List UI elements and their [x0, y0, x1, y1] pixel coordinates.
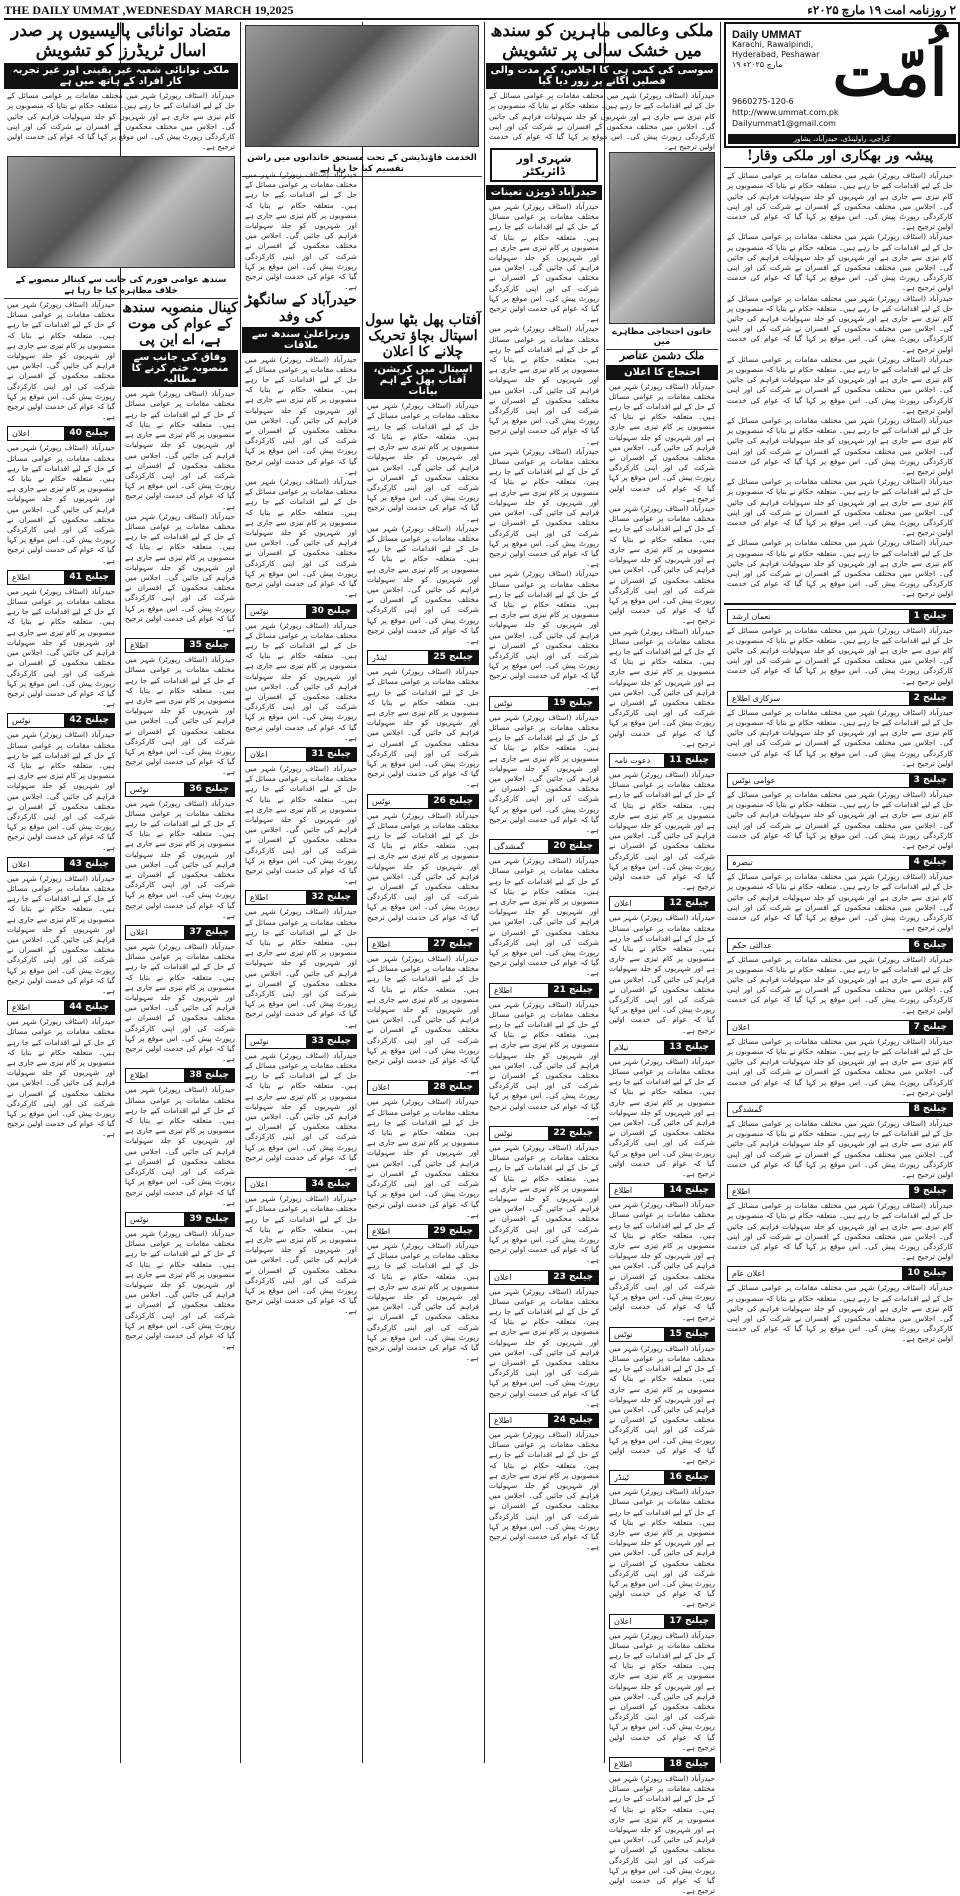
column-rule	[484, 22, 485, 1763]
story-text: حیدرآباد (اسٹاف رپورٹر) شہر میں مختلف مقامات پر عوامی مسائل کے حل کے لیے اقدامات کیے جا رہے ہیں۔ متعلقہ حکام نے بتایا کہ منصوبوں پر کام تیزی سے جاری ہے اور شہریوں کو جلد سہولیات فراہم کی جائیں گی۔ اجلاس میں مختلف محکموں کے افسران نے شرکت کی اور اپنی کارکردگی رپورٹ پیش کی۔ اس موقع پر کہا گیا کہ عوام کی خدمت اولین ترجیح ہے۔	[125, 389, 235, 511]
notice-number: چیلنج 23	[548, 1271, 598, 1284]
email-link[interactable]: Dailyummat1@gmail.com	[732, 119, 836, 128]
notice-number: چیلنج 30	[306, 605, 356, 618]
masthead-contact	[732, 96, 839, 129]
notice-label: ٹینڈر	[372, 653, 388, 663]
story-headline: حیدرآباد کے سانگھڑ کی وفد	[245, 292, 357, 325]
notice-text: حیدرآباد (اسٹاف رپورٹر) شہر میں مختلف مقامات پر عوامی مسائل کے حل کے لیے اقدامات کیے جا رہے ہیں۔ متعلقہ حکام نے بتایا کہ منصوبوں پر کام تیزی سے جاری ہے اور شہریوں کو جلد سہولیات فراہم کی جائیں گی۔ اجلاس میں مختلف محکموں کے افسران نے شرکت کی اور اپنی کارکردگی رپورٹ پیش کی۔ اس موقع پر کہا گیا کہ عوام کی خدمت اولین ترجیح ہے۔	[245, 907, 357, 1029]
notice-label: اعلان	[250, 1180, 268, 1190]
story-subheadline: وفاق کی جانب سے منصوبہ ختم کرنے کا مطالبہ	[122, 350, 238, 387]
notice-text: حیدرآباد (اسٹاف رپورٹر) شہر میں مختلف مقامات پر عوامی مسائل کے حل کے لیے اقدامات کیے جا رہے ہیں۔ متعلقہ حکام نے بتایا کہ منصوبوں پر کام تیزی سے جاری ہے اور شہریوں کو جلد سہولیات فراہم کی جائیں گی۔ اجلاس میں مختلف محکموں کے افسران نے شرکت کی اور اپنی کارکردگی رپورٹ پیش کی۔ اس موقع پر کہا گیا کہ عوام کی خدمت اولین ترجیح ہے۔	[7, 730, 115, 852]
notice-text: حیدرآباد (اسٹاف رپورٹر) شہر میں مختلف مقامات پر عوامی مسائل کے حل کے لیے اقدامات کیے جا رہے ہیں۔ متعلقہ حکام نے بتایا کہ منصوبوں پر کام تیزی سے جاری ہے اور شہریوں کو جلد سہولیات فراہم کی جائیں گی۔ اجلاس میں مختلف محکموں کے افسران نے شرکت کی اور اپنی کارکردگی رپورٹ پیش کی۔ اس موقع پر کہا گیا کہ عوام کی خدمت اولین ترجیح ہے۔	[7, 586, 115, 709]
notice-label: اطلاع	[732, 1187, 751, 1197]
notice-number: چیلنج 4	[909, 856, 952, 869]
notice-entry	[125, 925, 235, 940]
energy-story	[4, 22, 238, 312]
story-headline: شہری اور ڈائریکٹر	[490, 148, 598, 182]
story-text: حیدرآباد (اسٹاف رپورٹر) شہر میں مختلف مقامات پر عوامی مسائل کے حل کے لیے اقدامات کیے جا رہے ہیں۔ متعلقہ حکام نے بتایا کہ منصوبوں پر کام تیزی سے جاری ہے اور شہریوں کو جلد سہولیات فراہم کی جائیں گی۔ اجلاس میں مختلف محکموں کے افسران نے شرکت کی اور اپنی کارکردگی رپورٹ پیش کی۔ اس موقع پر کہا گیا کہ عوام کی خدمت اولین ترجیح ہے۔	[367, 523, 479, 645]
notice-entry	[489, 839, 599, 854]
notice-entry	[727, 773, 953, 788]
masthead-footer: کراچی، راولپنڈی، حیدرآباد، پشاور	[728, 134, 956, 144]
notice-number: چیلنج 33	[306, 1035, 356, 1048]
notice-text: حیدرآباد (اسٹاف رپورٹر) شہر میں مختلف مقامات پر عوامی مسائل کے حل کے لیے اقدامات کیے جا رہے ہیں۔ متعلقہ حکام نے بتایا کہ منصوبوں پر کام تیزی سے جاری ہے اور شہریوں کو جلد سہولیات فراہم کی جائیں گی۔ اجلاس میں مختلف محکموں کے افسران نے شرکت کی اور اپنی کارکردگی رپورٹ پیش کی۔ اس موقع پر کہا گیا کہ عوام کی خدمت اولین ترجیح ہے۔	[489, 1286, 599, 1408]
notice-label: اطلاع	[12, 572, 31, 582]
column-one	[4, 300, 118, 1763]
notice-label: سرکاری اطلاع	[732, 693, 781, 703]
notice-list-col6	[606, 753, 718, 1896]
notice-text: حیدرآباد (اسٹاف رپورٹر) شہر میں مختلف مقامات پر عوامی مسائل کے حل کے لیے اقدامات کیے جا رہے ہیں۔ متعلقہ حکام نے بتایا کہ منصوبوں پر کام تیزی سے جاری ہے اور شہریوں کو جلد سہولیات فراہم کی جائیں گی۔ اجلاس میں مختلف محکموں کے افسران نے شرکت کی اور اپنی کارکردگی رپورٹ پیش کی۔ اس موقع پر کہا گیا کہ عوام کی خدمت اولین ترجیح ہے۔	[489, 1143, 599, 1265]
notice-text: حیدرآباد (اسٹاف رپورٹر) شہر میں مختلف مقامات پر عوامی مسائل کے حل کے لیے اقدامات کیے جا رہے ہیں۔ متعلقہ حکام نے بتایا کہ منصوبوں پر کام تیزی سے جاری ہے اور شہریوں کو جلد سہولیات فراہم کی جائیں گی۔ اجلاس میں مختلف محکموں کے افسران نے شرکت کی اور اپنی کارکردگی رپورٹ پیش کی۔ اس موقع پر کہا گیا کہ عوام کی خدمت اولین ترجیح ہے۔	[489, 999, 599, 1121]
editorial-text: حیدرآباد (اسٹاف رپورٹر) شہر میں مختلف مقامات پر عوامی مسائل کے حل کے لیے اقدامات کیے جا رہے ہیں۔ متعلقہ حکام نے بتایا کہ منصوبوں پر کام تیزی سے جاری ہے اور شہریوں کو جلد سہولیات فراہم کی جائیں گی۔ اجلاس میں مختلف محکموں کے افسران نے شرکت کی اور اپنی کارکردگی رپورٹ پیش کی۔ اس موقع پر کہا گیا کہ عوام کی خدمت اولین ترجیح ہے۔	[727, 477, 953, 538]
notice-label: اطلاع	[372, 940, 391, 950]
editorial-text: حیدرآباد (اسٹاف رپورٹر) شہر میں مختلف مقامات پر عوامی مسائل کے حل کے لیے اقدامات کیے جا رہے ہیں۔ متعلقہ حکام نے بتایا کہ منصوبوں پر کام تیزی سے جاری ہے اور شہریوں کو جلد سہولیات فراہم کی جائیں گی۔ اجلاس میں مختلف محکموں کے افسران نے شرکت کی اور اپنی کارکردگی رپورٹ پیش کی۔ اس موقع پر کہا گیا کہ عوام کی خدمت اولین ترجیح ہے۔	[727, 415, 953, 476]
notice-number: چیلنج 32	[306, 891, 356, 904]
notice-entry	[609, 1614, 715, 1629]
notice-label: اعلان	[614, 1616, 632, 1626]
notice-text: حیدرآباد (اسٹاف رپورٹر) شہر میں مختلف مقامات پر عوامی مسائل کے حل کے لیے اقدامات کیے جا رہے ہیں۔ متعلقہ حکام نے بتایا کہ منصوبوں پر کام تیزی سے جاری ہے اور شہریوں کو جلد سہولیات فراہم کی جائیں گی۔ اجلاس میں مختلف محکموں کے افسران نے شرکت کی اور اپنی کارکردگی رپورٹ پیش کی۔ اس موقع پر کہا گیا کہ عوام کی خدمت اولین ترجیح ہے۔	[609, 1630, 715, 1752]
story-text: حیدرآباد (اسٹاف رپورٹر) شہر میں مختلف مقامات پر عوامی مسائل کے حل کے لیے اقدامات کیے جا رہے ہیں۔ متعلقہ حکام نے بتایا کہ منصوبوں پر کام تیزی سے جاری ہے اور شہریوں کو جلد سہولیات فراہم کی جائیں گی۔ اجلاس میں مختلف محکموں کے افسران نے شرکت کی اور اپنی کارکردگی رپورٹ پیش کی۔ اس موقع پر کہا گیا کہ عوام کی خدمت اولین ترجیح ہے۔	[609, 381, 715, 503]
notice-text: حیدرآباد (اسٹاف رپورٹر) شہر میں مختلف مقامات پر عوامی مسائل کے حل کے لیے اقدامات کیے جا رہے ہیں۔ متعلقہ حکام نے بتایا کہ منصوبوں پر کام تیزی سے جاری ہے اور شہریوں کو جلد سہولیات فراہم کی جائیں گی۔ اجلاس میں مختلف محکموں کے افسران نے شرکت کی اور اپنی کارکردگی رپورٹ پیش کی۔ اس موقع پر کہا گیا کہ عوام کی خدمت اولین ترجیح ہے۔	[609, 1774, 715, 1896]
story-text: حیدرآباد (اسٹاف رپورٹر) شہر میں مختلف مقامات پر عوامی مسائل کے حل کے لیے اقدامات کیے جا رہے ہیں۔ متعلقہ حکام نے بتایا کہ منصوبوں پر کام تیزی سے جاری ہے اور شہریوں کو جلد سہولیات فراہم کی جائیں گی۔ اجلاس میں مختلف محکموں کے افسران نے شرکت کی اور اپنی کارکردگی رپورٹ پیش کی۔ اس موقع پر کہا گیا کہ عوام کی خدمت اولین ترجیح ہے۔	[7, 300, 115, 422]
website-link[interactable]: http://www.ummat.com.pk	[732, 108, 839, 117]
notice-text: حیدرآباد (اسٹاف رپورٹر) شہر میں مختلف مقامات پر عوامی مسائل کے حل کے لیے اقدامات کیے جا رہے ہیں۔ متعلقہ حکام نے بتایا کہ منصوبوں پر کام تیزی سے جاری ہے اور شہریوں کو جلد سہولیات فراہم کی جائیں گی۔ اجلاس میں مختلف محکموں کے افسران نے شرکت کی اور اپنی کارکردگی رپورٹ پیش کی۔ اس موقع پر کہا گیا کہ عوام کی خدمت اولین ترجیح ہے۔	[609, 1200, 715, 1322]
editorial-text: حیدرآباد (اسٹاف رپورٹر) شہر میں مختلف مقامات پر عوامی مسائل کے حل کے لیے اقدامات کیے جا رہے ہیں۔ متعلقہ حکام نے بتایا کہ منصوبوں پر کام تیزی سے جاری ہے اور شہریوں کو جلد سہولیات فراہم کی جائیں گی۔ اجلاس میں مختلف محکموں کے افسران نے شرکت کی اور اپنی کارکردگی رپورٹ پیش کی۔ اس موقع پر کہا گیا کہ عوام کی خدمت اولین ترجیح ہے۔	[727, 171, 953, 232]
lead-headline: ملکی وعالمی ماہرین کو سندھ میں خشک سالی پر تشویش	[490, 21, 714, 61]
notice-entry	[609, 1040, 715, 1055]
column-two	[122, 300, 238, 1763]
notice-label: نوٹس	[130, 1214, 149, 1224]
story-text: حیدرآباد (اسٹاف رپورٹر) شہر میں مختلف مقامات پر عوامی مسائل کے حل کے لیے اقدامات کیے جا رہے ہیں۔ متعلقہ حکام نے بتایا کہ منصوبوں پر کام تیزی سے جاری ہے اور شہریوں کو جلد سہولیات فراہم کی جائیں گی۔ اجلاس میں مختلف محکموں کے افسران نے شرکت کی اور اپنی کارکردگی رپورٹ پیش کی۔ اس موقع پر کہا گیا کہ عوام کی خدمت اولین ترجیح ہے۔	[609, 626, 715, 748]
notice-number: چیلنج 17	[664, 1615, 714, 1628]
notice-list-col1	[4, 426, 118, 1139]
notice-entry	[7, 1000, 115, 1015]
notice-list-col2	[122, 638, 238, 1351]
notice-number: چیلنج 21	[548, 984, 598, 997]
notice-number: چیلنج 9	[909, 1185, 952, 1198]
story-text: حیدرآباد (اسٹاف رپورٹر) شہر میں مختلف مقامات پر عوامی مسائل کے حل کے لیے اقدامات کیے جا رہے ہیں۔ متعلقہ حکام نے بتایا کہ منصوبوں پر کام تیزی سے جاری ہے اور شہریوں کو جلد سہولیات فراہم کی جائیں گی۔ اجلاس میں مختلف محکموں کے افسران نے شرکت کی اور اپنی کارکردگی رپورٹ پیش کی۔ اس موقع پر کہا گیا کہ عوام کی خدمت اولین ترجیح ہے۔	[489, 202, 599, 324]
masthead-info	[732, 30, 828, 70]
story-subheadline: وزیراعلیٰ سندھ سے ملاقات	[242, 327, 360, 353]
notice-label: اطلاع	[12, 1003, 31, 1013]
notice-label: اطلاع	[130, 641, 149, 651]
notice-entry	[245, 890, 357, 905]
story-headline: متضاد توانائی پالیسیوں پر صدر اسال ٹریڈرز کو تشویش	[11, 21, 231, 61]
notice-text: حیدرآباد (اسٹاف رپورٹر) شہر میں مختلف مقامات پر عوامی مسائل کے حل کے لیے اقدامات کیے جا رہے ہیں۔ متعلقہ حکام نے بتایا کہ منصوبوں پر کام تیزی سے جاری ہے اور شہریوں کو جلد سہولیات فراہم کی جائیں گی۔ اجلاس میں مختلف محکموں کے افسران نے شرکت کی اور اپنی کارکردگی رپورٹ پیش کی۔ اس موقع پر کہا گیا کہ عوام کی خدمت اولین ترجیح ہے۔	[609, 1056, 715, 1179]
column-rule	[362, 22, 363, 1763]
notice-number: چیلنج 35	[184, 639, 234, 652]
notice-entry	[727, 1020, 953, 1035]
notice-text: حیدرآباد (اسٹاف رپورٹر) شہر میں مختلف مقامات پر عوامی مسائل کے حل کے لیے اقدامات کیے جا رہے ہیں۔ متعلقہ حکام نے بتایا کہ منصوبوں پر کام تیزی سے جاری ہے اور شہریوں کو جلد سہولیات فراہم کی جائیں گی۔ اجلاس میں مختلف محکموں کے افسران نے شرکت کی اور اپنی کارکردگی رپورٹ پیش کی۔ اس موقع پر کہا گیا کہ عوام کی خدمت اولین ترجیح ہے۔	[727, 625, 953, 686]
phones: 9660275-120-6	[732, 97, 794, 106]
notice-text: حیدرآباد (اسٹاف رپورٹر) شہر میں مختلف مقامات پر عوامی مسائل کے حل کے لیے اقدامات کیے جا رہے ہیں۔ متعلقہ حکام نے بتایا کہ منصوبوں پر کام تیزی سے جاری ہے اور شہریوں کو جلد سہولیات فراہم کی جائیں گی۔ اجلاس میں مختلف محکموں کے افسران نے شرکت کی اور اپنی کارکردگی رپورٹ پیش کی۔ اس موقع پر کہا گیا کہ عوام کی خدمت اولین ترجیح ہے۔	[609, 769, 715, 892]
newspaper-logo: اُمّت	[832, 36, 948, 111]
notice-entry	[125, 782, 235, 797]
notice-label: اعلان	[130, 928, 148, 938]
notice-number: چیلنج 24	[548, 1414, 598, 1427]
notice-label: نوٹس	[494, 1129, 513, 1139]
lead-story	[486, 21, 718, 152]
notice-number: چیلنج 43	[64, 858, 114, 871]
notice-label: عدالتی حکم	[732, 940, 772, 950]
notice-number: چیلنج 8	[909, 1103, 952, 1116]
notice-text: حیدرآباد (اسٹاف رپورٹر) شہر میں مختلف مقامات پر عوامی مسائل کے حل کے لیے اقدامات کیے جا رہے ہیں۔ متعلقہ حکام نے بتایا کہ منصوبوں پر کام تیزی سے جاری ہے اور شہریوں کو جلد سہولیات فراہم کی جائیں گی۔ اجلاس میں مختلف محکموں کے افسران نے شرکت کی اور اپنی کارکردگی رپورٹ پیش کی۔ اس موقع پر کہا گیا کہ عوام کی خدمت اولین ترجیح ہے۔	[727, 1036, 953, 1097]
story-text: حیدرآباد (اسٹاف رپورٹر) شہر میں مختلف مقامات پر عوامی مسائل کے حل کے لیے اقدامات کیے جا رہے ہیں۔ متعلقہ حکام نے بتایا کہ منصوبوں پر کام تیزی سے جاری ہے اور شہریوں کو جلد سہولیات فراہم کی جائیں گی۔ اجلاس میں مختلف محکموں کے افسران نے شرکت کی اور اپنی کارکردگی رپورٹ پیش کی۔ اس موقع پر کہا گیا کہ عوام کی خدمت اولین ترجیح ہے۔	[245, 354, 357, 476]
notice-number: چیلنج 2	[909, 692, 952, 705]
notice-label: نوٹس	[494, 698, 513, 708]
notice-list-col3	[242, 604, 360, 1317]
story-subheadline: اسپتال میں کرپشن، آفتاب پھل کے اہم بیانات	[364, 362, 482, 399]
notice-number: چیلنج 44	[64, 1001, 114, 1014]
notice-number: چیلنج 27	[428, 938, 478, 951]
notice-text: حیدرآباد (اسٹاف رپورٹر) شہر میں مختلف مقامات پر عوامی مسائل کے حل کے لیے اقدامات کیے جا رہے ہیں۔ متعلقہ حکام نے بتایا کہ منصوبوں پر کام تیزی سے جاری ہے اور شہریوں کو جلد سہولیات فراہم کی جائیں گی۔ اجلاس میں مختلف محکموں کے افسران نے شرکت کی اور اپنی کارکردگی رپورٹ پیش کی۔ اس موقع پر کہا گیا کہ عوام کی خدمت اولین ترجیح ہے۔	[367, 667, 479, 789]
notice-number: چیلنج 29	[428, 1225, 478, 1238]
date-line: ۱۹ مارچ ۲۰۲۵ء	[732, 60, 783, 69]
notice-text: حیدرآباد (اسٹاف رپورٹر) شہر میں مختلف مقامات پر عوامی مسائل کے حل کے لیے اقدامات کیے جا رہے ہیں۔ متعلقہ حکام نے بتایا کہ منصوبوں پر کام تیزی سے جاری ہے اور شہریوں کو جلد سہولیات فراہم کی جائیں گی۔ اجلاس میں مختلف محکموں کے افسران نے شرکت کی اور اپنی کارکردگی رپورٹ پیش کی۔ اس موقع پر کہا گیا کہ عوام کی خدمت اولین ترجیح ہے۔	[727, 1283, 953, 1344]
notice-label: نوٹس	[250, 1036, 269, 1046]
editorial-column	[724, 148, 956, 1763]
notice-label: نوٹس	[372, 796, 391, 806]
notice-text: حیدرآباد (اسٹاف رپورٹر) شہر میں مختلف مقامات پر عوامی مسائل کے حل کے لیے اقدامات کیے جا رہے ہیں۔ متعلقہ حکام نے بتایا کہ منصوبوں پر کام تیزی سے جاری ہے اور شہریوں کو جلد سہولیات فراہم کی جائیں گی۔ اجلاس میں مختلف محکموں کے افسران نے شرکت کی اور اپنی کارکردگی رپورٹ پیش کی۔ اس موقع پر کہا گیا کہ عوام کی خدمت اولین ترجیح ہے۔	[367, 810, 479, 932]
notice-number: چیلنج 16	[664, 1471, 714, 1484]
notice-label: گمشدگی	[494, 842, 525, 852]
notice-entry	[245, 604, 357, 619]
story-subheadline: ملکی توانائی شعبہ غیر یقینی اور غیر تجربہ کار افراد کے ہاتھ میں ہے	[4, 63, 238, 89]
notice-text: حیدرآباد (اسٹاف رپورٹر) شہر میں مختلف مقامات پر عوامی مسائل کے حل کے لیے اقدامات کیے جا رہے ہیں۔ متعلقہ حکام نے بتایا کہ منصوبوں پر کام تیزی سے جاری ہے اور شہریوں کو جلد سہولیات فراہم کی جائیں گی۔ اجلاس میں مختلف محکموں کے افسران نے شرکت کی اور اپنی کارکردگی رپورٹ پیش کی۔ اس موقع پر کہا گیا کہ عوام کی خدمت اولین ترجیح ہے۔	[489, 856, 599, 978]
notice-number: چیلنج 36	[184, 783, 234, 796]
notice-list-col4	[364, 650, 482, 1363]
notice-label: اعلان	[732, 1022, 750, 1032]
column-six	[606, 22, 718, 1896]
notice-entry	[489, 696, 599, 711]
notice-label: اعلان	[250, 749, 268, 759]
notice-number: چیلنج 1	[909, 610, 952, 623]
notice-entry	[489, 1270, 599, 1285]
notice-entry	[609, 1327, 715, 1342]
notice-entry	[7, 713, 115, 728]
notice-entry	[367, 650, 479, 665]
notice-label: اعلان	[494, 1272, 512, 1282]
notice-text: حیدرآباد (اسٹاف رپورٹر) شہر میں مختلف مقامات پر عوامی مسائل کے حل کے لیے اقدامات کیے جا رہے ہیں۔ متعلقہ حکام نے بتایا کہ منصوبوں پر کام تیزی سے جاری ہے اور شہریوں کو جلد سہولیات فراہم کی جائیں گی۔ اجلاس میں مختلف محکموں کے افسران نے شرکت کی اور اپنی کارکردگی رپورٹ پیش کی۔ اس موقع پر کہا گیا کہ عوام کی خدمت اولین ترجیح ہے۔	[367, 954, 479, 1076]
notice-label: اطلاع	[614, 1760, 633, 1770]
notice-entry	[609, 753, 715, 768]
editorial-headline: پیشہ ور بھکاری اور ملکی وقار!	[746, 148, 934, 164]
notice-number: چیلنج 34	[306, 1178, 356, 1191]
notice-number: چیلنج 18	[664, 1758, 714, 1771]
notice-number: چیلنج 26	[428, 795, 478, 808]
notice-text: حیدرآباد (اسٹاف رپورٹر) شہر میں مختلف مقامات پر عوامی مسائل کے حل کے لیے اقدامات کیے جا رہے ہیں۔ متعلقہ حکام نے بتایا کہ منصوبوں پر کام تیزی سے جاری ہے اور شہریوں کو جلد سہولیات فراہم کی جائیں گی۔ اجلاس میں مختلف محکموں کے افسران نے شرکت کی اور اپنی کارکردگی رپورٹ پیش کی۔ اس موقع پر کہا گیا کہ عوام کی خدمت اولین ترجیح ہے۔	[367, 1240, 479, 1363]
notice-text: حیدرآباد (اسٹاف رپورٹر) شہر میں مختلف مقامات پر عوامی مسائل کے حل کے لیے اقدامات کیے جا رہے ہیں۔ متعلقہ حکام نے بتایا کہ منصوبوں پر کام تیزی سے جاری ہے اور شہریوں کو جلد سہولیات فراہم کی جائیں گی۔ اجلاس میں مختلف محکموں کے افسران نے شرکت کی اور اپنی کارکردگی رپورٹ پیش کی۔ اس موقع پر کہا گیا کہ عوام کی خدمت اولین ترجیح ہے۔	[727, 1118, 953, 1179]
story-text: حیدرآباد (اسٹاف رپورٹر) شہر میں مختلف مقامات پر عوامی مسائل کے حل کے لیے اقدامات کیے جا رہے ہیں۔ متعلقہ حکام نے بتایا کہ منصوبوں پر کام تیزی سے جاری ہے اور شہریوں کو جلد سہولیات فراہم کی جائیں گی۔ اجلاس میں مختلف محکموں کے افسران نے شرکت کی اور اپنی کارکردگی رپورٹ پیش کی۔ اس موقع پر کہا گیا کہ عوام کی خدمت اولین ترجیح ہے۔	[7, 91, 235, 152]
story-text: حیدرآباد (اسٹاف رپورٹر) شہر میں مختلف مقامات پر عوامی مسائل کے حل کے لیے اقدامات کیے جا رہے ہیں۔ متعلقہ حکام نے بتایا کہ منصوبوں پر کام تیزی سے جاری ہے اور شہریوں کو جلد سہولیات فراہم کی جائیں گی۔ اجلاس میں مختلف محکموں کے افسران نے شرکت کی اور اپنی کارکردگی رپورٹ پیش کی۔ اس موقع پر کہا گیا کہ عوام کی خدمت اولین ترجیح ہے۔	[489, 569, 599, 691]
notice-number: چیلنج 39	[184, 1213, 234, 1226]
notice-list-right	[724, 609, 956, 1345]
urdu-dateline: ۲ روزنامہ امت ۱۹ مارچ ۲۰۲۵ء	[807, 3, 956, 17]
notice-number: چیلنج 7	[909, 1021, 952, 1034]
notice-number: چیلنج 28	[428, 1081, 478, 1094]
notice-entry	[727, 609, 953, 624]
story-text: حیدرآباد (اسٹاف رپورٹر) شہر میں مختلف مقامات پر عوامی مسائل کے حل کے لیے اقدامات کیے جا رہے ہیں۔ متعلقہ حکام نے بتایا کہ منصوبوں پر کام تیزی سے جاری ہے اور شہریوں کو جلد سہولیات فراہم کی جائیں گی۔ اجلاس میں مختلف محکموں کے افسران نے شرکت کی اور اپنی کارکردگی رپورٹ پیش کی۔ اس موقع پر کہا گیا کہ عوام کی خدمت اولین ترجیح ہے۔	[125, 511, 235, 633]
notice-number: چیلنج 20	[548, 840, 598, 853]
notice-entry	[489, 1126, 599, 1141]
notice-entry	[367, 937, 479, 952]
notice-entry	[727, 1102, 953, 1117]
notice-text: حیدرآباد (اسٹاف رپورٹر) شہر میں مختلف مقامات پر عوامی مسائل کے حل کے لیے اقدامات کیے جا رہے ہیں۔ متعلقہ حکام نے بتایا کہ منصوبوں پر کام تیزی سے جاری ہے اور شہریوں کو جلد سہولیات فراہم کی جائیں گی۔ اجلاس میں مختلف محکموں کے افسران نے شرکت کی اور اپنی کارکردگی رپورٹ پیش کی۔ اس موقع پر کہا گیا کہ عوام کی خدمت اولین ترجیح ہے۔	[245, 620, 357, 742]
notice-label: نوٹس	[250, 606, 269, 616]
story-subheadline: حیدرآباد ڈویژن تعینات	[486, 185, 602, 200]
notice-text: حیدرآباد (اسٹاف رپورٹر) شہر میں مختلف مقامات پر عوامی مسائل کے حل کے لیے اقدامات کیے جا رہے ہیں۔ متعلقہ حکام نے بتایا کہ منصوبوں پر کام تیزی سے جاری ہے اور شہریوں کو جلد سہولیات فراہم کی جائیں گی۔ اجلاس میں مختلف محکموں کے افسران نے شرکت کی اور اپنی کارکردگی رپورٹ پیش کی۔ اس موقع پر کہا گیا کہ عوام کی خدمت اولین ترجیح ہے۔	[609, 913, 715, 1035]
notice-entry	[125, 1068, 235, 1083]
editorial-text: حیدرآباد (اسٹاف رپورٹر) شہر میں مختلف مقامات پر عوامی مسائل کے حل کے لیے اقدامات کیے جا رہے ہیں۔ متعلقہ حکام نے بتایا کہ منصوبوں پر کام تیزی سے جاری ہے اور شہریوں کو جلد سہولیات فراہم کی جائیں گی۔ اجلاس میں مختلف محکموں کے افسران نے شرکت کی اور اپنی کارکردگی رپورٹ پیش کی۔ اس موقع پر کہا گیا کہ عوام کی خدمت اولین ترجیح ہے۔	[727, 354, 953, 415]
notice-entry	[609, 1183, 715, 1198]
notice-text: حیدرآباد (اسٹاف رپورٹر) شہر میں مختلف مقامات پر عوامی مسائل کے حل کے لیے اقدامات کیے جا رہے ہیں۔ متعلقہ حکام نے بتایا کہ منصوبوں پر کام تیزی سے جاری ہے اور شہریوں کو جلد سہولیات فراہم کی جائیں گی۔ اجلاس میں مختلف محکموں کے افسران نے شرکت کی اور اپنی کارکردگی رپورٹ پیش کی۔ اس موقع پر کہا گیا کہ عوام کی خدمت اولین ترجیح ہے۔	[245, 1194, 357, 1316]
header-bar	[4, 2, 956, 20]
notice-entry	[245, 1177, 357, 1192]
notice-label: اطلاع	[494, 1415, 513, 1425]
notice-label: اعلان	[372, 1083, 390, 1093]
notice-entry	[245, 1034, 357, 1049]
story-text: حیدرآباد (اسٹاف رپورٹر) شہر میں مختلف مقامات پر عوامی مسائل کے حل کے لیے اقدامات کیے جا رہے ہیں۔ متعلقہ حکام نے بتایا کہ منصوبوں پر کام تیزی سے جاری ہے اور شہریوں کو جلد سہولیات فراہم کی جائیں گی۔ اجلاس میں مختلف محکموں کے افسران نے شرکت کی اور اپنی کارکردگی رپورٹ پیش کی۔ اس موقع پر کہا گیا کہ عوام کی خدمت اولین ترجیح ہے۔	[367, 401, 479, 523]
story-subheadline: احتجاج کا اعلان	[606, 365, 718, 380]
photo-caption: خاتون احتجاجی مظاہرے میں	[606, 324, 718, 350]
notice-text: حیدرآباد (اسٹاف رپورٹر) شہر میں مختلف مقامات پر عوامی مسائل کے حل کے لیے اقدامات کیے جا رہے ہیں۔ متعلقہ حکام نے بتایا کہ منصوبوں پر کام تیزی سے جاری ہے اور شہریوں کو جلد سہولیات فراہم کی جائیں گی۔ اجلاس میں مختلف محکموں کے افسران نے شرکت کی اور اپنی کارکردگی رپورٹ پیش کی۔ اس موقع پر کہا گیا کہ عوام کی خدمت اولین ترجیح ہے۔	[7, 1017, 115, 1139]
notice-entry	[727, 1184, 953, 1199]
notice-number: چیلنج 14	[664, 1184, 714, 1197]
notice-text: حیدرآباد (اسٹاف رپورٹر) شہر میں مختلف مقامات پر عوامی مسائل کے حل کے لیے اقدامات کیے جا رہے ہیں۔ متعلقہ حکام نے بتایا کہ منصوبوں پر کام تیزی سے جاری ہے اور شہریوں کو جلد سہولیات فراہم کی جائیں گی۔ اجلاس میں مختلف محکموں کے افسران نے شرکت کی اور اپنی کارکردگی رپورٹ پیش کی۔ اس موقع پر کہا گیا کہ عوام کی خدمت اولین ترجیح ہے۔	[125, 798, 235, 920]
notice-label: تبصرہ	[732, 858, 753, 868]
notice-number: چیلنج 12	[664, 897, 714, 910]
story-text: حیدرآباد (اسٹاف رپورٹر) شہر میں مختلف مقامات پر عوامی مسائل کے حل کے لیے اقدامات کیے جا رہے ہیں۔ متعلقہ حکام نے بتایا کہ منصوبوں پر کام تیزی سے جاری ہے اور شہریوں کو جلد سہولیات فراہم کی جائیں گی۔ اجلاس میں مختلف محکموں کے افسران نے شرکت کی اور اپنی کارکردگی رپورٹ پیش کی۔ اس موقع پر کہا گیا کہ عوام کی خدمت اولین ترجیح ہے۔	[245, 170, 357, 292]
notice-entry	[609, 1470, 715, 1485]
story-headline: کینال منصوبہ سندھ کے عوام کی موت ہے، اے این پی	[122, 300, 238, 349]
notice-label: نوٹس	[614, 1329, 633, 1339]
notice-label: اطلاع	[494, 985, 513, 995]
notice-number: چیلنج 3	[909, 774, 952, 787]
notice-text: حیدرآباد (اسٹاف رپورٹر) شہر میں مختلف مقامات پر عوامی مسائل کے حل کے لیے اقدامات کیے جا رہے ہیں۔ متعلقہ حکام نے بتایا کہ منصوبوں پر کام تیزی سے جاری ہے اور شہریوں کو جلد سہولیات فراہم کی جائیں گی۔ اجلاس میں مختلف محکموں کے افسران نے شرکت کی اور اپنی کارکردگی رپورٹ پیش کی۔ اس موقع پر کہا گیا کہ عوام کی خدمت اولین ترجیح ہے۔	[125, 1085, 235, 1207]
column-rule	[604, 22, 605, 1763]
notice-label: نیلام	[614, 1042, 629, 1052]
notice-label: اعلان	[12, 859, 30, 869]
notice-number: چیلنج 15	[664, 1328, 714, 1341]
notice-label: عوامی نوٹس	[732, 776, 776, 786]
notice-label: اطلاع	[372, 1226, 391, 1236]
notice-entry	[727, 1266, 953, 1281]
photo-caption: الخدمت فاؤنڈیشن کے تحت مستحق خاندانوں میں راشن تقسیم کیا جا رہا ہے	[242, 150, 482, 177]
photo-caption: سندھ عوامی فورم کی جانب سے کینالز منصوبے کے خلاف مظاہرہ کیا جا رہا ہے	[4, 272, 238, 299]
notice-text: حیدرآباد (اسٹاف رپورٹر) شہر میں مختلف مقامات پر عوامی مسائل کے حل کے لیے اقدامات کیے جا رہے ہیں۔ متعلقہ حکام نے بتایا کہ منصوبوں پر کام تیزی سے جاری ہے اور شہریوں کو جلد سہولیات فراہم کی جائیں گی۔ اجلاس میں مختلف محکموں کے افسران نے شرکت کی اور اپنی کارکردگی رپورٹ پیش کی۔ اس موقع پر کہا گیا کہ عوام کی خدمت اولین ترجیح ہے۔	[727, 1201, 953, 1262]
notice-number: چیلنج 25	[428, 651, 478, 664]
notice-label: اطلاع	[250, 893, 269, 903]
notice-text: حیدرآباد (اسٹاف رپورٹر) شہر میں مختلف مقامات پر عوامی مسائل کے حل کے لیے اقدامات کیے جا رہے ہیں۔ متعلقہ حکام نے بتایا کہ منصوبوں پر کام تیزی سے جاری ہے اور شہریوں کو جلد سہولیات فراہم کی جائیں گی۔ اجلاس میں مختلف محکموں کے افسران نے شرکت کی اور اپنی کارکردگی رپورٹ پیش کی۔ اس موقع پر کہا گیا کہ عوام کی خدمت اولین ترجیح ہے۔	[7, 443, 115, 565]
lead-text: حیدرآباد (اسٹاف رپورٹر) شہر میں مختلف مقامات پر عوامی مسائل کے حل کے لیے اقدامات کیے جا رہے ہیں۔ متعلقہ حکام نے بتایا کہ منصوبوں پر کام تیزی سے جاری ہے اور شہریوں کو جلد سہولیات فراہم کی جائیں گی۔ اجلاس میں مختلف محکموں کے افسران نے شرکت کی اور اپنی کارکردگی رپورٹ پیش کی۔ اس موقع پر کہا گیا کہ عوام کی خدمت اولین ترجیح ہے۔	[489, 91, 715, 152]
cities: Karachi, Rawalpindi, Hyderabad, Peshawar	[732, 40, 820, 59]
notice-entry	[245, 747, 357, 762]
story-text: حیدرآباد (اسٹاف رپورٹر) شہر میں مختلف مقامات پر عوامی مسائل کے حل کے لیے اقدامات کیے جا رہے ہیں۔ متعلقہ حکام نے بتایا کہ منصوبوں پر کام تیزی سے جاری ہے اور شہریوں کو جلد سہولیات فراہم کی جائیں گی۔ اجلاس میں مختلف محکموں کے افسران نے شرکت کی اور اپنی کارکردگی رپورٹ پیش کی۔ اس موقع پر کہا گیا کہ عوام کی خدمت اولین ترجیح ہے۔	[489, 324, 599, 446]
lead-subheadline: سوسی کی کمی ہی کا اجلاس، کم مدت والی فصلیں اگانے پر زور دیا گیا	[486, 63, 718, 89]
notice-number: چیلنج 38	[184, 1069, 234, 1082]
notice-label: اعلان	[614, 899, 632, 909]
notice-entry	[7, 426, 115, 441]
protest-photo	[609, 152, 715, 324]
story-headline: ملک دشمن عناصر	[619, 349, 705, 362]
notice-text: حیدرآباد (اسٹاف رپورٹر) شہر میں مختلف مقامات پر عوامی مسائل کے حل کے لیے اقدامات کیے جا رہے ہیں۔ متعلقہ حکام نے بتایا کہ منصوبوں پر کام تیزی سے جاری ہے اور شہریوں کو جلد سہولیات فراہم کی جائیں گی۔ اجلاس میں مختلف محکموں کے افسران نے شرکت کی اور اپنی کارکردگی رپورٹ پیش کی۔ اس موقع پر کہا گیا کہ عوام کی خدمت اولین ترجیح ہے۔	[125, 1228, 235, 1351]
story-text: حیدرآباد (اسٹاف رپورٹر) شہر میں مختلف مقامات پر عوامی مسائل کے حل کے لیے اقدامات کیے جا رہے ہیں۔ متعلقہ حکام نے بتایا کہ منصوبوں پر کام تیزی سے جاری ہے اور شہریوں کو جلد سہولیات فراہم کی جائیں گی۔ اجلاس میں مختلف محکموں کے افسران نے شرکت کی اور اپنی کارکردگی رپورٹ پیش کی۔ اس موقع پر کہا گیا کہ عوام کی خدمت اولین ترجیح ہے۔	[489, 446, 599, 569]
notice-entry	[125, 638, 235, 653]
notice-number: چیلنج 13	[664, 1041, 714, 1054]
notice-label: اعلان	[12, 429, 30, 439]
notice-text: حیدرآباد (اسٹاف رپورٹر) شہر میں مختلف مقامات پر عوامی مسائل کے حل کے لیے اقدامات کیے جا رہے ہیں۔ متعلقہ حکام نے بتایا کہ منصوبوں پر کام تیزی سے جاری ہے اور شہریوں کو جلد سہولیات فراہم کی جائیں گی۔ اجلاس میں مختلف محکموں کے افسران نے شرکت کی اور اپنی کارکردگی رپورٹ پیش کی۔ اس موقع پر کہا گیا کہ عوام کی خدمت اولین ترجیح ہے۔	[489, 1429, 599, 1552]
notice-entry	[367, 794, 479, 809]
story-text: حیدرآباد (اسٹاف رپورٹر) شہر میں مختلف مقامات پر عوامی مسائل کے حل کے لیے اقدامات کیے جا رہے ہیں۔ متعلقہ حکام نے بتایا کہ منصوبوں پر کام تیزی سے جاری ہے اور شہریوں کو جلد سہولیات فراہم کی جائیں گی۔ اجلاس میں مختلف محکموں کے افسران نے شرکت کی اور اپنی کارکردگی رپورٹ پیش کی۔ اس موقع پر کہا گیا کہ عوام کی خدمت اولین ترجیح ہے۔	[245, 477, 357, 599]
notice-text: حیدرآباد (اسٹاف رپورٹر) شہر میں مختلف مقامات پر عوامی مسائل کے حل کے لیے اقدامات کیے جا رہے ہیں۔ متعلقہ حکام نے بتایا کہ منصوبوں پر کام تیزی سے جاری ہے اور شہریوں کو جلد سہولیات فراہم کی جائیں گی۔ اجلاس میں مختلف محکموں کے افسران نے شرکت کی اور اپنی کارکردگی رپورٹ پیش کی۔ اس موقع پر کہا گیا کہ عوام کی خدمت اولین ترجیح ہے۔	[245, 1050, 357, 1173]
notice-number: چیلنج 11	[664, 754, 714, 767]
notice-number: چیلنج 42	[64, 714, 114, 727]
notice-number: چیلنج 31	[306, 748, 356, 761]
notice-list-col5	[486, 696, 602, 1553]
english-dateline: THE DAILY UMMAT ,WEDNESDAY MARCH 19,2025	[4, 3, 294, 17]
notice-label: ٹینڈر	[614, 1473, 630, 1483]
notice-number: چیلنج 41	[64, 571, 114, 584]
notice-entry	[727, 691, 953, 706]
notice-text: حیدرآباد (اسٹاف رپورٹر) شہر میں مختلف مقامات پر عوامی مسائل کے حل کے لیے اقدامات کیے جا رہے ہیں۔ متعلقہ حکام نے بتایا کہ منصوبوں پر کام تیزی سے جاری ہے اور شہریوں کو جلد سہولیات فراہم کی جائیں گی۔ اجلاس میں مختلف محکموں کے افسران نے شرکت کی اور اپنی کارکردگی رپورٹ پیش کی۔ اس موقع پر کہا گیا کہ عوام کی خدمت اولین ترجیح ہے۔	[609, 1487, 715, 1609]
notice-text: حیدرآباد (اسٹاف رپورٹر) شہر میں مختلف مقامات پر عوامی مسائل کے حل کے لیے اقدامات کیے جا رہے ہیں۔ متعلقہ حکام نے بتایا کہ منصوبوں پر کام تیزی سے جاری ہے اور شہریوں کو جلد سہولیات فراہم کی جائیں گی۔ اجلاس میں مختلف محکموں کے افسران نے شرکت کی اور اپنی کارکردگی رپورٹ پیش کی۔ اس موقع پر کہا گیا کہ عوام کی خدمت اولین ترجیح ہے۔	[7, 873, 115, 995]
brand-name: Daily UMMAT	[732, 29, 802, 41]
notice-entry	[7, 857, 115, 872]
notice-number: چیلنج 40	[64, 427, 114, 440]
notice-number: چیلنج 37	[184, 926, 234, 939]
notice-entry	[727, 855, 953, 870]
notice-label: اطلاع	[614, 1186, 633, 1196]
notice-text: حیدرآباد (اسٹاف رپورٹر) شہر میں مختلف مقامات پر عوامی مسائل کے حل کے لیے اقدامات کیے جا رہے ہیں۔ متعلقہ حکام نے بتایا کہ منصوبوں پر کام تیزی سے جاری ہے اور شہریوں کو جلد سہولیات فراہم کی جائیں گی۔ اجلاس میں مختلف محکموں کے افسران نے شرکت کی اور اپنی کارکردگی رپورٹ پیش کی۔ اس موقع پر کہا گیا کہ عوام کی خدمت اولین ترجیح ہے۔	[489, 712, 599, 834]
notice-text: حیدرآباد (اسٹاف رپورٹر) شہر میں مختلف مقامات پر عوامی مسائل کے حل کے لیے اقدامات کیے جا رہے ہیں۔ متعلقہ حکام نے بتایا کہ منصوبوں پر کام تیزی سے جاری ہے اور شہریوں کو جلد سہولیات فراہم کی جائیں گی۔ اجلاس میں مختلف محکموں کے افسران نے شرکت کی اور اپنی کارکردگی رپورٹ پیش کی۔ اس موقع پر کہا گیا کہ عوام کی خدمت اولین ترجیح ہے۔	[609, 1343, 715, 1465]
story-text: حیدرآباد (اسٹاف رپورٹر) شہر میں مختلف مقامات پر عوامی مسائل کے حل کے لیے اقدامات کیے جا رہے ہیں۔ متعلقہ حکام نے بتایا کہ منصوبوں پر کام تیزی سے جاری ہے اور شہریوں کو جلد سہولیات فراہم کی جائیں گی۔ اجلاس میں مختلف محکموں کے افسران نے شرکت کی اور اپنی کارکردگی رپورٹ پیش کی۔ اس موقع پر کہا گیا کہ عوام کی خدمت اولین ترجیح ہے۔	[609, 504, 715, 626]
column-four	[364, 312, 482, 1763]
notice-label: نوٹس	[130, 784, 149, 794]
notice-text: حیدرآباد (اسٹاف رپورٹر) شہر میں مختلف مقامات پر عوامی مسائل کے حل کے لیے اقدامات کیے جا رہے ہیں۔ متعلقہ حکام نے بتایا کہ منصوبوں پر کام تیزی سے جاری ہے اور شہریوں کو جلد سہولیات فراہم کی جائیں گی۔ اجلاس میں مختلف محکموں کے افسران نے شرکت کی اور اپنی کارکردگی رپورٹ پیش کی۔ اس موقع پر کہا گیا کہ عوام کی خدمت اولین ترجیح ہے۔	[125, 942, 235, 1064]
notice-entry	[727, 938, 953, 953]
column-three	[242, 170, 360, 1763]
notice-label: نوٹس	[12, 716, 31, 726]
masthead	[724, 22, 960, 148]
ration-distribution-photo	[245, 25, 479, 147]
notice-label: نعمان ارشد	[732, 611, 771, 621]
notice-text: حیدرآباد (اسٹاف رپورٹر) شہر میں مختلف مقامات پر عوامی مسائل کے حل کے لیے اقدامات کیے جا رہے ہیں۔ متعلقہ حکام نے بتایا کہ منصوبوں پر کام تیزی سے جاری ہے اور شہریوں کو جلد سہولیات فراہم کی جائیں گی۔ اجلاس میں مختلف محکموں کے افسران نے شرکت کی اور اپنی کارکردگی رپورٹ پیش کی۔ اس موقع پر کہا گیا کہ عوام کی خدمت اولین ترجیح ہے۔	[727, 707, 953, 768]
notice-label: اعلان عام	[732, 1269, 765, 1279]
notice-entry	[489, 1413, 599, 1428]
notice-entry	[609, 896, 715, 911]
notice-number: چیلنج 22	[548, 1127, 598, 1140]
notice-number: چیلنج 19	[548, 697, 598, 710]
notice-entry	[367, 1080, 479, 1095]
notice-text: حیدرآباد (اسٹاف رپورٹر) شہر میں مختلف مقامات پر عوامی مسائل کے حل کے لیے اقدامات کیے جا رہے ہیں۔ متعلقہ حکام نے بتایا کہ منصوبوں پر کام تیزی سے جاری ہے اور شہریوں کو جلد سہولیات فراہم کی جائیں گی۔ اجلاس میں مختلف محکموں کے افسران نے شرکت کی اور اپنی کارکردگی رپورٹ پیش کی۔ اس موقع پر کہا گیا کہ عوام کی خدمت اولین ترجیح ہے۔	[727, 790, 953, 851]
notice-label: اطلاع	[130, 1071, 149, 1081]
notice-text: حیدرآباد (اسٹاف رپورٹر) شہر میں مختلف مقامات پر عوامی مسائل کے حل کے لیے اقدامات کیے جا رہے ہیں۔ متعلقہ حکام نے بتایا کہ منصوبوں پر کام تیزی سے جاری ہے اور شہریوں کو جلد سہولیات فراہم کی جائیں گی۔ اجلاس میں مختلف محکموں کے افسران نے شرکت کی اور اپنی کارکردگی رپورٹ پیش کی۔ اس موقع پر کہا گیا کہ عوام کی خدمت اولین ترجیح ہے۔	[245, 763, 357, 886]
column-rule	[720, 22, 721, 1763]
column-rule	[240, 22, 241, 1763]
notice-text: حیدرآباد (اسٹاف رپورٹر) شہر میں مختلف مقامات پر عوامی مسائل کے حل کے لیے اقدامات کیے جا رہے ہیں۔ متعلقہ حکام نے بتایا کہ منصوبوں پر کام تیزی سے جاری ہے اور شہریوں کو جلد سہولیات فراہم کی جائیں گی۔ اجلاس میں مختلف محکموں کے افسران نے شرکت کی اور اپنی کارکردگی رپورٹ پیش کی۔ اس موقع پر کہا گیا کہ عوام کی خدمت اولین ترجیح ہے۔	[727, 954, 953, 1015]
notice-entry	[367, 1224, 479, 1239]
photo-story	[242, 22, 482, 174]
notice-number: چیلنج 6	[909, 939, 952, 952]
notice-number: چیلنج 10	[902, 1267, 952, 1280]
notice-entry	[7, 570, 115, 585]
story-headline: آفتاب پھل بٹھا سول اسپتال بچاؤ تحریک چلانے کا اعلان	[365, 312, 481, 361]
protest-rally-photo	[7, 156, 235, 268]
notice-entry	[125, 1212, 235, 1227]
editorial-text: حیدرآباد (اسٹاف رپورٹر) شہر میں مختلف مقامات پر عوامی مسائل کے حل کے لیے اقدامات کیے جا رہے ہیں۔ متعلقہ حکام نے بتایا کہ منصوبوں پر کام تیزی سے جاری ہے اور شہریوں کو جلد سہولیات فراہم کی جائیں گی۔ اجلاس میں مختلف محکموں کے افسران نے شرکت کی اور اپنی کارکردگی رپورٹ پیش کی۔ اس موقع پر کہا گیا کہ عوام کی خدمت اولین ترجیح ہے۔	[727, 538, 953, 599]
editorial-text: حیدرآباد (اسٹاف رپورٹر) شہر میں مختلف مقامات پر عوامی مسائل کے حل کے لیے اقدامات کیے جا رہے ہیں۔ متعلقہ حکام نے بتایا کہ منصوبوں پر کام تیزی سے جاری ہے اور شہریوں کو جلد سہولیات فراہم کی جائیں گی۔ اجلاس میں مختلف محکموں کے افسران نے شرکت کی اور اپنی کارکردگی رپورٹ پیش کی۔ اس موقع پر کہا گیا کہ عوام کی خدمت اولین ترجیح ہے۔	[727, 293, 953, 354]
notice-text: حیدرآباد (اسٹاف رپورٹر) شہر میں مختلف مقامات پر عوامی مسائل کے حل کے لیے اقدامات کیے جا رہے ہیں۔ متعلقہ حکام نے بتایا کہ منصوبوں پر کام تیزی سے جاری ہے اور شہریوں کو جلد سہولیات فراہم کی جائیں گی۔ اجلاس میں مختلف محکموں کے افسران نے شرکت کی اور اپنی کارکردگی رپورٹ پیش کی۔ اس موقع پر کہا گیا کہ عوام کی خدمت اولین ترجیح ہے۔	[367, 1097, 479, 1219]
editorial-text: حیدرآباد (اسٹاف رپورٹر) شہر میں مختلف مقامات پر عوامی مسائل کے حل کے لیے اقدامات کیے جا رہے ہیں۔ متعلقہ حکام نے بتایا کہ منصوبوں پر کام تیزی سے جاری ہے اور شہریوں کو جلد سہولیات فراہم کی جائیں گی۔ اجلاس میں مختلف محکموں کے افسران نے شرکت کی اور اپنی کارکردگی رپورٹ پیش کی۔ اس موقع پر کہا گیا کہ عوام کی خدمت اولین ترجیح ہے۔	[727, 232, 953, 293]
notice-label: گمشدگی	[732, 1104, 763, 1114]
column-five	[486, 145, 602, 1763]
notice-entry	[489, 983, 599, 998]
notice-entry	[609, 1757, 715, 1772]
notice-label: دعوت نامہ	[614, 755, 651, 765]
notice-text: حیدرآباد (اسٹاف رپورٹر) شہر میں مختلف مقامات پر عوامی مسائل کے حل کے لیے اقدامات کیے جا رہے ہیں۔ متعلقہ حکام نے بتایا کہ منصوبوں پر کام تیزی سے جاری ہے اور شہریوں کو جلد سہولیات فراہم کی جائیں گی۔ اجلاس میں مختلف محکموں کے افسران نے شرکت کی اور اپنی کارکردگی رپورٹ پیش کی۔ اس موقع پر کہا گیا کہ عوام کی خدمت اولین ترجیح ہے۔	[727, 872, 953, 933]
notice-text: حیدرآباد (اسٹاف رپورٹر) شہر میں مختلف مقامات پر عوامی مسائل کے حل کے لیے اقدامات کیے جا رہے ہیں۔ متعلقہ حکام نے بتایا کہ منصوبوں پر کام تیزی سے جاری ہے اور شہریوں کو جلد سہولیات فراہم کی جائیں گی۔ اجلاس میں مختلف محکموں کے افسران نے شرکت کی اور اپنی کارکردگی رپورٹ پیش کی۔ اس موقع پر کہا گیا کہ عوام کی خدمت اولین ترجیح ہے۔	[125, 655, 235, 777]
